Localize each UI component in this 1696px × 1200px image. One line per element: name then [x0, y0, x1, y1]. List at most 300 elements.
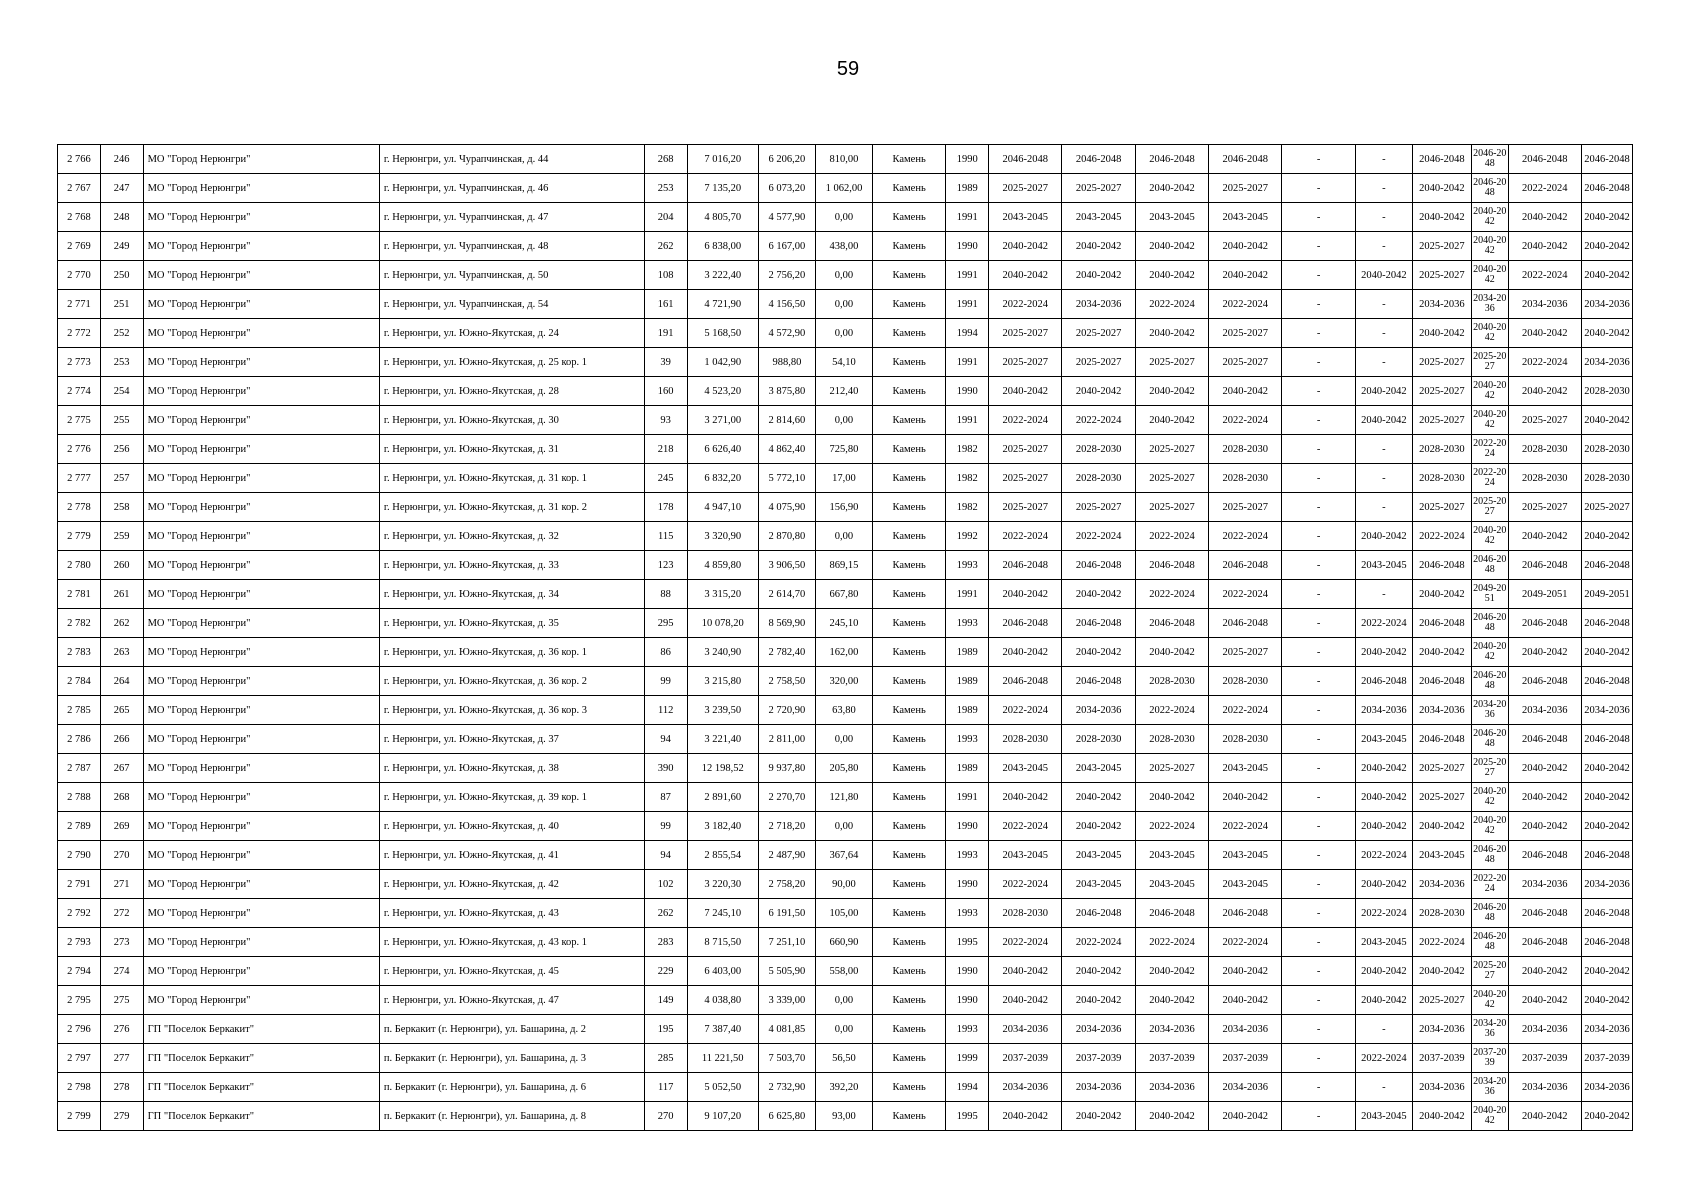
- cell-year-built: 1990: [946, 870, 989, 899]
- cell-row-no: 2 788: [58, 783, 101, 812]
- cell-period-facade: 2046-2048: [1062, 609, 1135, 638]
- cell-period-water: 2025-2027: [1471, 493, 1508, 522]
- cell-nonliving-area: 0,00: [815, 812, 872, 841]
- cell-period-engineering: 2046-2048: [1209, 145, 1282, 174]
- cell-period-gas: 2034-2036: [1581, 696, 1632, 725]
- cell-period-heat: 2040-2042: [1412, 319, 1471, 348]
- table-row: [58, 174, 1633, 203]
- cell-row-no: 2 773: [58, 348, 101, 377]
- cell-period-elevator: -: [1282, 522, 1355, 551]
- cell-period-electric: 2040-2042: [1355, 754, 1412, 783]
- cell-period-engineering: 2022-2024: [1209, 812, 1282, 841]
- cell-residents: 270: [644, 1102, 687, 1131]
- cell-residents: 245: [644, 464, 687, 493]
- cell-period-foundation: 2040-2042: [1135, 174, 1208, 203]
- cell-address: г. Нерюнгри, ул. Южно-Якутская, д. 34: [379, 580, 644, 609]
- cell-item-no: 275: [100, 986, 143, 1015]
- cell-period-sewer: 2037-2039: [1508, 1044, 1581, 1073]
- cell-row-no: 2 798: [58, 1073, 101, 1102]
- cell-period-engineering: 2025-2027: [1209, 348, 1282, 377]
- cell-wall-material: Камень: [872, 493, 945, 522]
- cell-year-built: 1993: [946, 725, 989, 754]
- cell-living-area: 7 251,10: [758, 928, 815, 957]
- cell-municipality: МО "Город Нерюнгри": [143, 725, 379, 754]
- cell-period-elevator: -: [1282, 580, 1355, 609]
- cell-residents: 161: [644, 290, 687, 319]
- cell-period-sewer: 2025-2027: [1508, 406, 1581, 435]
- cell-address: г. Нерюнгри, ул. Южно-Якутская, д. 39 кор. 1: [379, 783, 644, 812]
- cell-period-elevator: -: [1282, 174, 1355, 203]
- cell-period-heat: 2025-2027: [1412, 406, 1471, 435]
- cell-year-built: 1993: [946, 899, 989, 928]
- cell-year-built: 1993: [946, 1015, 989, 1044]
- cell-period-facade: 2034-2036: [1062, 1015, 1135, 1044]
- cell-period-roof: 2040-2042: [989, 783, 1062, 812]
- cell-address: г. Нерюнгри, ул. Чурапчинская, д. 54: [379, 290, 644, 319]
- cell-period-heat: 2037-2039: [1412, 1044, 1471, 1073]
- cell-period-heat: 2046-2048: [1412, 667, 1471, 696]
- cell-address: г. Нерюнгри, ул. Чурапчинская, д. 47: [379, 203, 644, 232]
- cell-period-sewer: 2046-2048: [1508, 667, 1581, 696]
- cell-living-area: 5 505,90: [758, 957, 815, 986]
- cell-wall-material: Камень: [872, 261, 945, 290]
- cell-row-no: 2 779: [58, 522, 101, 551]
- cell-period-foundation: 2040-2042: [1135, 638, 1208, 667]
- cell-row-no: 2 795: [58, 986, 101, 1015]
- cell-item-no: 260: [100, 551, 143, 580]
- cell-total-area: 2 855,54: [687, 841, 758, 870]
- cell-row-no: 2 790: [58, 841, 101, 870]
- cell-period-gas: 2028-2030: [1581, 435, 1632, 464]
- cell-total-area: 3 182,40: [687, 812, 758, 841]
- cell-period-heat: 2025-2027: [1412, 754, 1471, 783]
- cell-period-heat: 2025-2027: [1412, 986, 1471, 1015]
- cell-wall-material: Камень: [872, 986, 945, 1015]
- cell-period-foundation: 2046-2048: [1135, 899, 1208, 928]
- cell-period-gas: 2028-2030: [1581, 377, 1632, 406]
- cell-period-foundation: 2025-2027: [1135, 493, 1208, 522]
- cell-period-elevator: -: [1282, 261, 1355, 290]
- cell-row-no: 2 770: [58, 261, 101, 290]
- cell-period-water: 2040-2042: [1471, 377, 1508, 406]
- cell-total-area: 5 052,50: [687, 1073, 758, 1102]
- cell-period-heat: 2040-2042: [1412, 203, 1471, 232]
- cell-wall-material: Камень: [872, 145, 945, 174]
- cell-period-gas: 2040-2042: [1581, 522, 1632, 551]
- table-row: [58, 986, 1633, 1015]
- cell-period-roof: 2025-2027: [989, 319, 1062, 348]
- cell-item-no: 264: [100, 667, 143, 696]
- cell-period-electric: 2040-2042: [1355, 870, 1412, 899]
- page-number: 59: [836, 58, 860, 80]
- cell-period-electric: 2022-2024: [1355, 899, 1412, 928]
- cell-period-engineering: 2028-2030: [1209, 667, 1282, 696]
- cell-period-gas: 2040-2042: [1581, 957, 1632, 986]
- cell-municipality: ГП "Поселок Беркакит": [143, 1044, 379, 1073]
- cell-period-roof: 2028-2030: [989, 899, 1062, 928]
- cell-period-water: 2034-2036: [1471, 696, 1508, 725]
- cell-period-roof: 2040-2042: [989, 957, 1062, 986]
- cell-period-water: 2025-2027: [1471, 348, 1508, 377]
- cell-period-water: 2040-2042: [1471, 783, 1508, 812]
- cell-period-roof: 2043-2045: [989, 203, 1062, 232]
- cell-period-engineering: 2028-2030: [1209, 435, 1282, 464]
- cell-row-no: 2 785: [58, 696, 101, 725]
- cell-wall-material: Камень: [872, 1073, 945, 1102]
- cell-period-water: 2040-2042: [1471, 638, 1508, 667]
- cell-period-electric: 2040-2042: [1355, 986, 1412, 1015]
- cell-period-engineering: 2046-2048: [1209, 551, 1282, 580]
- cell-residents: 253: [644, 174, 687, 203]
- cell-period-sewer: 2046-2048: [1508, 551, 1581, 580]
- cell-period-gas: 2040-2042: [1581, 406, 1632, 435]
- cell-period-gas: 2040-2042: [1581, 986, 1632, 1015]
- cell-residents: 115: [644, 522, 687, 551]
- cell-municipality: МО "Город Нерюнгри": [143, 957, 379, 986]
- cell-period-elevator: -: [1282, 290, 1355, 319]
- cell-residents: 88: [644, 580, 687, 609]
- cell-residents: 102: [644, 870, 687, 899]
- cell-municipality: МО "Город Нерюнгри": [143, 493, 379, 522]
- cell-total-area: 5 168,50: [687, 319, 758, 348]
- cell-period-heat: 2028-2030: [1412, 435, 1471, 464]
- cell-period-facade: 2028-2030: [1062, 435, 1135, 464]
- cell-address: г. Нерюнгри, ул. Южно-Якутская, д. 38: [379, 754, 644, 783]
- cell-period-heat: 2034-2036: [1412, 1073, 1471, 1102]
- cell-period-sewer: 2040-2042: [1508, 1102, 1581, 1131]
- cell-period-sewer: 2046-2048: [1508, 725, 1581, 754]
- cell-year-built: 1994: [946, 1073, 989, 1102]
- cell-period-roof: 2043-2045: [989, 841, 1062, 870]
- cell-year-built: 1990: [946, 232, 989, 261]
- table-row: [58, 319, 1633, 348]
- cell-item-no: 265: [100, 696, 143, 725]
- cell-period-sewer: 2046-2048: [1508, 145, 1581, 174]
- cell-period-water: 2022-2024: [1471, 870, 1508, 899]
- cell-period-foundation: 2037-2039: [1135, 1044, 1208, 1073]
- cell-address: г. Нерюнгри, ул. Южно-Якутская, д. 31: [379, 435, 644, 464]
- cell-period-electric: 2043-2045: [1355, 1102, 1412, 1131]
- table-row: [58, 638, 1633, 667]
- cell-period-heat: 2046-2048: [1412, 551, 1471, 580]
- cell-period-electric: 2040-2042: [1355, 812, 1412, 841]
- cell-period-roof: 2025-2027: [989, 493, 1062, 522]
- cell-nonliving-area: 810,00: [815, 145, 872, 174]
- table-row: [58, 290, 1633, 319]
- cell-address: г. Нерюнгри, ул. Южно-Якутская, д. 36 кор. 3: [379, 696, 644, 725]
- cell-residents: 108: [644, 261, 687, 290]
- cell-living-area: 6 191,50: [758, 899, 815, 928]
- cell-period-water: 2046-2048: [1471, 174, 1508, 203]
- cell-municipality: МО "Город Нерюнгри": [143, 841, 379, 870]
- cell-period-heat: 2025-2027: [1412, 348, 1471, 377]
- table-row: [58, 841, 1633, 870]
- cell-period-heat: 2040-2042: [1412, 174, 1471, 203]
- cell-period-elevator: -: [1282, 725, 1355, 754]
- cell-period-sewer: 2046-2048: [1508, 841, 1581, 870]
- cell-item-no: 269: [100, 812, 143, 841]
- cell-period-gas: 2046-2048: [1581, 841, 1632, 870]
- cell-period-roof: 2022-2024: [989, 696, 1062, 725]
- cell-period-elevator: -: [1282, 377, 1355, 406]
- cell-period-facade: 2022-2024: [1062, 928, 1135, 957]
- cell-nonliving-area: 17,00: [815, 464, 872, 493]
- cell-period-electric: 2022-2024: [1355, 841, 1412, 870]
- cell-item-no: 258: [100, 493, 143, 522]
- cell-period-facade: 2040-2042: [1062, 1102, 1135, 1131]
- cell-nonliving-area: 0,00: [815, 203, 872, 232]
- cell-nonliving-area: 392,20: [815, 1073, 872, 1102]
- cell-period-electric: 2043-2045: [1355, 725, 1412, 754]
- cell-municipality: МО "Город Нерюнгри": [143, 406, 379, 435]
- cell-item-no: 270: [100, 841, 143, 870]
- cell-period-roof: 2046-2048: [989, 145, 1062, 174]
- cell-period-heat: 2025-2027: [1412, 493, 1471, 522]
- cell-period-facade: 2040-2042: [1062, 580, 1135, 609]
- cell-row-no: 2 794: [58, 957, 101, 986]
- cell-nonliving-area: 0,00: [815, 261, 872, 290]
- cell-period-facade: 2040-2042: [1062, 232, 1135, 261]
- cell-period-gas: 2034-2036: [1581, 1015, 1632, 1044]
- cell-period-facade: 2043-2045: [1062, 203, 1135, 232]
- cell-period-engineering: 2022-2024: [1209, 580, 1282, 609]
- cell-period-facade: 2025-2027: [1062, 493, 1135, 522]
- cell-period-sewer: 2049-2051: [1508, 580, 1581, 609]
- cell-period-foundation: 2034-2036: [1135, 1015, 1208, 1044]
- cell-row-no: 2 777: [58, 464, 101, 493]
- cell-total-area: 7 016,20: [687, 145, 758, 174]
- cell-period-facade: 2040-2042: [1062, 377, 1135, 406]
- table-row: [58, 551, 1633, 580]
- cell-period-electric: 2040-2042: [1355, 406, 1412, 435]
- cell-period-sewer: 2028-2030: [1508, 464, 1581, 493]
- cell-residents: 94: [644, 725, 687, 754]
- cell-period-roof: 2022-2024: [989, 928, 1062, 957]
- table-row: [58, 1044, 1633, 1073]
- table-row: [58, 348, 1633, 377]
- cell-period-water: 2046-2048: [1471, 899, 1508, 928]
- cell-municipality: МО "Город Нерюнгри": [143, 812, 379, 841]
- cell-row-no: 2 783: [58, 638, 101, 667]
- cell-period-engineering: 2040-2042: [1209, 232, 1282, 261]
- cell-period-electric: 2040-2042: [1355, 261, 1412, 290]
- cell-period-gas: 2049-2051: [1581, 580, 1632, 609]
- cell-address: г. Нерюнгри, ул. Южно-Якутская, д. 43 кор. 1: [379, 928, 644, 957]
- cell-period-gas: 2046-2048: [1581, 725, 1632, 754]
- cell-period-heat: 2040-2042: [1412, 1102, 1471, 1131]
- cell-address: г. Нерюнгри, ул. Южно-Якутская, д. 33: [379, 551, 644, 580]
- cell-period-elevator: -: [1282, 145, 1355, 174]
- cell-nonliving-area: 367,64: [815, 841, 872, 870]
- cell-period-gas: 2046-2048: [1581, 174, 1632, 203]
- cell-period-facade: 2034-2036: [1062, 696, 1135, 725]
- cell-wall-material: Камень: [872, 696, 945, 725]
- cell-period-heat: 2034-2036: [1412, 696, 1471, 725]
- cell-period-electric: -: [1355, 290, 1412, 319]
- cell-period-roof: 2022-2024: [989, 290, 1062, 319]
- cell-address: г. Нерюнгри, ул. Южно-Якутская, д. 43: [379, 899, 644, 928]
- cell-item-no: 257: [100, 464, 143, 493]
- cell-residents: 160: [644, 377, 687, 406]
- cell-year-built: 1989: [946, 174, 989, 203]
- cell-period-heat: 2025-2027: [1412, 232, 1471, 261]
- cell-address: г. Нерюнгри, ул. Южно-Якутская, д. 25 кор. 1: [379, 348, 644, 377]
- cell-period-heat: 2028-2030: [1412, 464, 1471, 493]
- cell-period-water: 2040-2042: [1471, 261, 1508, 290]
- cell-residents: 149: [644, 986, 687, 1015]
- cell-living-area: 7 503,70: [758, 1044, 815, 1073]
- cell-item-no: 250: [100, 261, 143, 290]
- cell-period-sewer: 2034-2036: [1508, 290, 1581, 319]
- cell-period-heat: 2046-2048: [1412, 609, 1471, 638]
- cell-year-built: 1991: [946, 290, 989, 319]
- cell-period-engineering: 2025-2027: [1209, 638, 1282, 667]
- cell-living-area: 4 156,50: [758, 290, 815, 319]
- cell-period-sewer: 2040-2042: [1508, 638, 1581, 667]
- cell-period-foundation: 2046-2048: [1135, 145, 1208, 174]
- cell-item-no: 274: [100, 957, 143, 986]
- cell-period-roof: 2046-2048: [989, 609, 1062, 638]
- cell-row-no: 2 767: [58, 174, 101, 203]
- cell-period-electric: 2022-2024: [1355, 1044, 1412, 1073]
- cell-period-facade: 2040-2042: [1062, 812, 1135, 841]
- cell-period-elevator: -: [1282, 406, 1355, 435]
- cell-item-no: 246: [100, 145, 143, 174]
- cell-item-no: 262: [100, 609, 143, 638]
- cell-total-area: 8 715,50: [687, 928, 758, 957]
- cell-living-area: 6 206,20: [758, 145, 815, 174]
- cell-period-engineering: 2040-2042: [1209, 261, 1282, 290]
- cell-period-roof: 2022-2024: [989, 870, 1062, 899]
- cell-period-electric: -: [1355, 348, 1412, 377]
- cell-item-no: 248: [100, 203, 143, 232]
- cell-period-foundation: 2022-2024: [1135, 696, 1208, 725]
- cell-period-electric: 2043-2045: [1355, 551, 1412, 580]
- table-row: [58, 1073, 1633, 1102]
- cell-nonliving-area: 54,10: [815, 348, 872, 377]
- register-table-body: [58, 145, 1633, 1131]
- cell-total-area: 2 891,60: [687, 783, 758, 812]
- cell-period-engineering: 2034-2036: [1209, 1015, 1282, 1044]
- cell-item-no: 247: [100, 174, 143, 203]
- cell-period-elevator: -: [1282, 696, 1355, 725]
- cell-municipality: МО "Город Нерюнгри": [143, 290, 379, 319]
- cell-period-elevator: -: [1282, 348, 1355, 377]
- cell-address: г. Нерюнгри, ул. Южно-Якутская, д. 36 кор. 2: [379, 667, 644, 696]
- cell-living-area: 3 339,00: [758, 986, 815, 1015]
- cell-wall-material: Камень: [872, 290, 945, 319]
- cell-wall-material: Камень: [872, 377, 945, 406]
- cell-wall-material: Камень: [872, 783, 945, 812]
- cell-period-heat: 2034-2036: [1412, 1015, 1471, 1044]
- cell-period-foundation: 2025-2027: [1135, 464, 1208, 493]
- cell-row-no: 2 775: [58, 406, 101, 435]
- cell-period-foundation: 2022-2024: [1135, 522, 1208, 551]
- cell-period-foundation: 2040-2042: [1135, 986, 1208, 1015]
- cell-period-facade: 2034-2036: [1062, 290, 1135, 319]
- cell-address: г. Нерюнгри, ул. Южно-Якутская, д. 31 кор. 2: [379, 493, 644, 522]
- cell-total-area: 6 838,00: [687, 232, 758, 261]
- cell-period-gas: 2046-2048: [1581, 899, 1632, 928]
- cell-wall-material: Камень: [872, 928, 945, 957]
- cell-period-facade: 2040-2042: [1062, 957, 1135, 986]
- cell-total-area: 3 271,00: [687, 406, 758, 435]
- cell-year-built: 1990: [946, 377, 989, 406]
- cell-address: п. Беркакит (г. Нерюнгри), ул. Башарина, д. 3: [379, 1044, 644, 1073]
- cell-period-electric: 2040-2042: [1355, 377, 1412, 406]
- cell-living-area: 3 875,80: [758, 377, 815, 406]
- cell-period-gas: 2046-2048: [1581, 928, 1632, 957]
- table-row: [58, 377, 1633, 406]
- table-row: [58, 609, 1633, 638]
- cell-item-no: 256: [100, 435, 143, 464]
- cell-period-roof: 2037-2039: [989, 1044, 1062, 1073]
- cell-item-no: 272: [100, 899, 143, 928]
- cell-year-built: 1990: [946, 812, 989, 841]
- cell-row-no: 2 774: [58, 377, 101, 406]
- cell-wall-material: Камень: [872, 667, 945, 696]
- cell-period-engineering: 2025-2027: [1209, 174, 1282, 203]
- cell-period-sewer: 2034-2036: [1508, 870, 1581, 899]
- cell-row-no: 2 766: [58, 145, 101, 174]
- cell-nonliving-area: 1 062,00: [815, 174, 872, 203]
- cell-period-electric: 2043-2045: [1355, 928, 1412, 957]
- cell-period-roof: 2034-2036: [989, 1073, 1062, 1102]
- cell-period-foundation: 2034-2036: [1135, 1073, 1208, 1102]
- cell-period-water: 2037-2039: [1471, 1044, 1508, 1073]
- cell-period-roof: 2040-2042: [989, 261, 1062, 290]
- cell-total-area: 7 245,10: [687, 899, 758, 928]
- cell-address: г. Нерюнгри, ул. Южно-Якутская, д. 24: [379, 319, 644, 348]
- cell-municipality: МО "Город Нерюнгри": [143, 696, 379, 725]
- cell-period-water: 2040-2042: [1471, 812, 1508, 841]
- cell-period-engineering: 2043-2045: [1209, 203, 1282, 232]
- cell-period-engineering: 2046-2048: [1209, 609, 1282, 638]
- cell-year-built: 1982: [946, 464, 989, 493]
- cell-nonliving-area: 660,90: [815, 928, 872, 957]
- cell-period-water: 2040-2042: [1471, 203, 1508, 232]
- cell-period-facade: 2040-2042: [1062, 638, 1135, 667]
- cell-period-water: 2046-2048: [1471, 551, 1508, 580]
- cell-year-built: 1991: [946, 203, 989, 232]
- cell-period-roof: 2025-2027: [989, 435, 1062, 464]
- cell-period-electric: 2046-2048: [1355, 667, 1412, 696]
- cell-period-sewer: 2040-2042: [1508, 957, 1581, 986]
- cell-address: г. Нерюнгри, ул. Чурапчинская, д. 50: [379, 261, 644, 290]
- cell-period-foundation: 2025-2027: [1135, 348, 1208, 377]
- cell-period-gas: 2034-2036: [1581, 348, 1632, 377]
- cell-period-facade: 2028-2030: [1062, 725, 1135, 754]
- cell-living-area: 4 862,40: [758, 435, 815, 464]
- cell-item-no: 259: [100, 522, 143, 551]
- cell-total-area: 4 038,80: [687, 986, 758, 1015]
- cell-year-built: 1990: [946, 986, 989, 1015]
- cell-residents: 295: [644, 609, 687, 638]
- cell-municipality: МО "Город Нерюнгри": [143, 435, 379, 464]
- cell-address: г. Нерюнгри, ул. Южно-Якутская, д. 30: [379, 406, 644, 435]
- cell-nonliving-area: 0,00: [815, 725, 872, 754]
- cell-year-built: 1995: [946, 1102, 989, 1131]
- cell-nonliving-area: 869,15: [815, 551, 872, 580]
- cell-period-elevator: -: [1282, 435, 1355, 464]
- table-row: [58, 754, 1633, 783]
- cell-row-no: 2 776: [58, 435, 101, 464]
- cell-row-no: 2 784: [58, 667, 101, 696]
- cell-period-engineering: 2043-2045: [1209, 754, 1282, 783]
- cell-year-built: 1993: [946, 609, 989, 638]
- cell-year-built: 1991: [946, 783, 989, 812]
- cell-total-area: 3 215,80: [687, 667, 758, 696]
